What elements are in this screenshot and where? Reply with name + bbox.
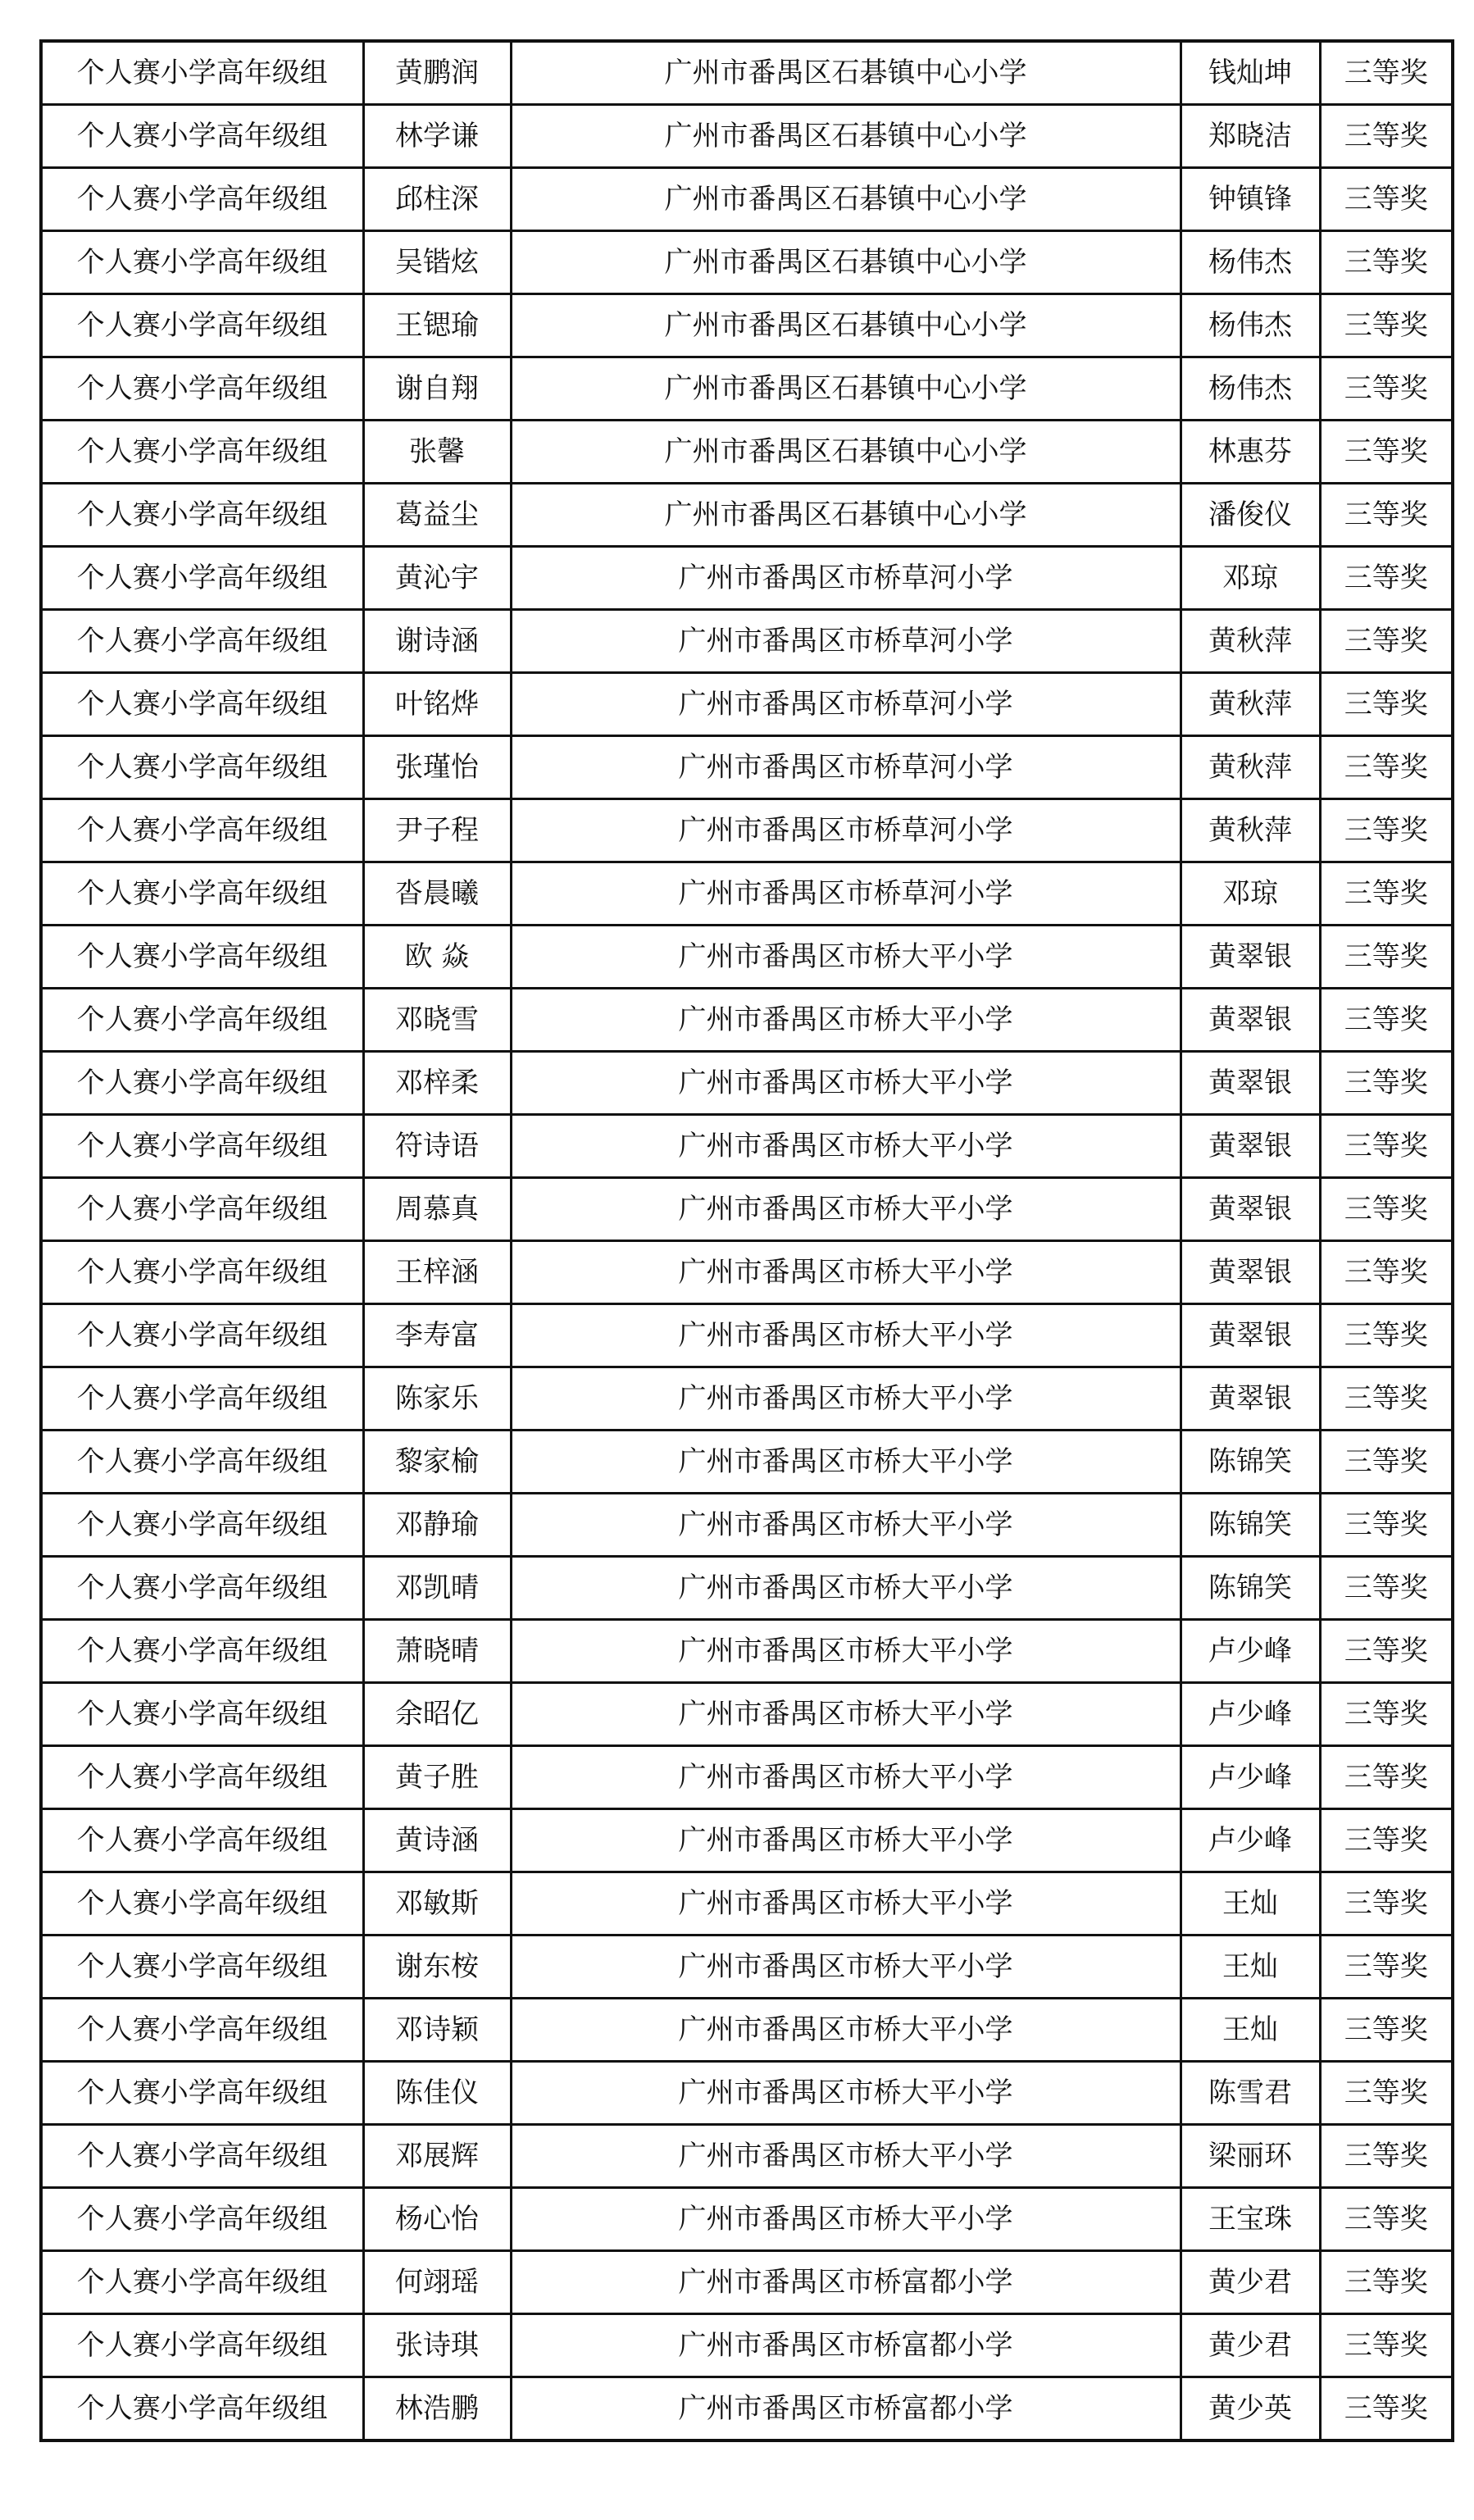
award-cell: 三等奖: [1320, 1620, 1453, 1683]
school-cell: 广州市番禺区市桥大平小学: [511, 1872, 1181, 1935]
student-name-cell: 杨心怡: [363, 2188, 511, 2251]
award-cell: 三等奖: [1320, 2377, 1453, 2441]
table-row: [41, 357, 1453, 421]
group-cell: 个人赛小学高年级组: [41, 1178, 363, 1241]
award-cell: 三等奖: [1320, 799, 1453, 862]
group-cell: 个人赛小学高年级组: [41, 862, 363, 926]
teacher-cell: 卢少峰: [1181, 1809, 1320, 1872]
student-name-cell: 尹子程: [363, 799, 511, 862]
teacher-cell: 钱灿坤: [1181, 41, 1320, 105]
award-cell: 三等奖: [1320, 2314, 1453, 2377]
student-name-cell: 邓敏斯: [363, 1872, 511, 1935]
student-name-cell: 符诗语: [363, 1115, 511, 1178]
group-cell: 个人赛小学高年级组: [41, 421, 363, 484]
award-table: [39, 39, 1454, 2442]
award-cell: 三等奖: [1320, 989, 1453, 1052]
table-row: [41, 2251, 1453, 2314]
teacher-cell: 陈锦笑: [1181, 1557, 1320, 1620]
school-cell: 广州市番禺区市桥大平小学: [511, 1304, 1181, 1367]
award-cell: 三等奖: [1320, 357, 1453, 421]
student-name-cell: 张馨: [363, 421, 511, 484]
award-cell: 三等奖: [1320, 1052, 1453, 1115]
teacher-cell: 黄翠银: [1181, 1367, 1320, 1431]
teacher-cell: 杨伟杰: [1181, 294, 1320, 357]
award-cell: 三等奖: [1320, 1557, 1453, 1620]
teacher-cell: 黄翠银: [1181, 1241, 1320, 1304]
group-cell: 个人赛小学高年级组: [41, 1557, 363, 1620]
teacher-cell: 梁丽环: [1181, 2125, 1320, 2188]
table-row: [41, 1809, 1453, 1872]
teacher-cell: 黄秋萍: [1181, 736, 1320, 799]
school-cell: 广州市番禺区市桥大平小学: [511, 1494, 1181, 1557]
teacher-cell: 卢少峰: [1181, 1746, 1320, 1809]
table-row: [41, 231, 1453, 294]
award-cell: 三等奖: [1320, 2125, 1453, 2188]
teacher-cell: 卢少峰: [1181, 1620, 1320, 1683]
award-cell: 三等奖: [1320, 41, 1453, 105]
school-cell: 广州市番禺区市桥富都小学: [511, 2251, 1181, 2314]
school-cell: 广州市番禺区市桥大平小学: [511, 1178, 1181, 1241]
teacher-cell: 黄翠银: [1181, 1304, 1320, 1367]
school-cell: 广州市番禺区市桥大平小学: [511, 1620, 1181, 1683]
award-cell: 三等奖: [1320, 610, 1453, 673]
teacher-cell: 王灿: [1181, 1999, 1320, 2062]
school-cell: 广州市番禺区市桥大平小学: [511, 1241, 1181, 1304]
group-cell: 个人赛小学高年级组: [41, 610, 363, 673]
table-row: [41, 1367, 1453, 1431]
table-row: [41, 1431, 1453, 1494]
teacher-cell: 钟镇锋: [1181, 168, 1320, 231]
table-row: [41, 1620, 1453, 1683]
table-row: [41, 1052, 1453, 1115]
student-name-cell: 沓晨曦: [363, 862, 511, 926]
award-cell: 三等奖: [1320, 2188, 1453, 2251]
school-cell: 广州市番禺区市桥大平小学: [511, 2062, 1181, 2125]
school-cell: 广州市番禺区市桥大平小学: [511, 1809, 1181, 1872]
table-row: [41, 862, 1453, 926]
group-cell: 个人赛小学高年级组: [41, 294, 363, 357]
teacher-cell: 黄秋萍: [1181, 610, 1320, 673]
school-cell: 广州市番禺区市桥大平小学: [511, 1999, 1181, 2062]
award-cell: 三等奖: [1320, 168, 1453, 231]
teacher-cell: 黄少英: [1181, 2377, 1320, 2441]
school-cell: 广州市番禺区石碁镇中心小学: [511, 41, 1181, 105]
group-cell: 个人赛小学高年级组: [41, 1872, 363, 1935]
award-cell: 三等奖: [1320, 421, 1453, 484]
student-name-cell: 王梓涵: [363, 1241, 511, 1304]
award-cell: 三等奖: [1320, 1999, 1453, 2062]
table-row: [41, 294, 1453, 357]
school-cell: 广州市番禺区市桥草河小学: [511, 736, 1181, 799]
school-cell: 广州市番禺区市桥大平小学: [511, 1052, 1181, 1115]
group-cell: 个人赛小学高年级组: [41, 1494, 363, 1557]
table-row: [41, 673, 1453, 736]
school-cell: 广州市番禺区石碁镇中心小学: [511, 168, 1181, 231]
table-row: [41, 1746, 1453, 1809]
group-cell: 个人赛小学高年级组: [41, 1746, 363, 1809]
table-row: [41, 610, 1453, 673]
table-row: [41, 2125, 1453, 2188]
table-row: [41, 1494, 1453, 1557]
group-cell: 个人赛小学高年级组: [41, 736, 363, 799]
table-row: [41, 2188, 1453, 2251]
group-cell: 个人赛小学高年级组: [41, 1999, 363, 2062]
award-cell: 三等奖: [1320, 673, 1453, 736]
student-name-cell: 黎家榆: [363, 1431, 511, 1494]
group-cell: 个人赛小学高年级组: [41, 2062, 363, 2125]
group-cell: 个人赛小学高年级组: [41, 1620, 363, 1683]
table-row: [41, 1935, 1453, 1999]
teacher-cell: 黄翠银: [1181, 926, 1320, 989]
teacher-cell: 林惠芬: [1181, 421, 1320, 484]
student-name-cell: 谢诗涵: [363, 610, 511, 673]
school-cell: 广州市番禺区市桥大平小学: [511, 1367, 1181, 1431]
student-name-cell: 邓诗颖: [363, 1999, 511, 2062]
school-cell: 广州市番禺区市桥草河小学: [511, 862, 1181, 926]
group-cell: 个人赛小学高年级组: [41, 1115, 363, 1178]
award-cell: 三等奖: [1320, 294, 1453, 357]
table-row: [41, 484, 1453, 547]
group-cell: 个人赛小学高年级组: [41, 168, 363, 231]
student-name-cell: 陈佳仪: [363, 2062, 511, 2125]
group-cell: 个人赛小学高年级组: [41, 1431, 363, 1494]
group-cell: 个人赛小学高年级组: [41, 484, 363, 547]
award-cell: 三等奖: [1320, 1746, 1453, 1809]
student-name-cell: 叶铭烨: [363, 673, 511, 736]
teacher-cell: 陈锦笑: [1181, 1494, 1320, 1557]
table-row: [41, 1683, 1453, 1746]
teacher-cell: 邓琼: [1181, 862, 1320, 926]
award-cell: 三等奖: [1320, 926, 1453, 989]
student-name-cell: 林浩鹏: [363, 2377, 511, 2441]
school-cell: 广州市番禺区市桥大平小学: [511, 1431, 1181, 1494]
student-name-cell: 邓凯晴: [363, 1557, 511, 1620]
teacher-cell: 王灿: [1181, 1935, 1320, 1999]
group-cell: 个人赛小学高年级组: [41, 2377, 363, 2441]
student-name-cell: 黄子胜: [363, 1746, 511, 1809]
table-row: [41, 1557, 1453, 1620]
student-name-cell: 何翊瑶: [363, 2251, 511, 2314]
student-name-cell: 萧晓晴: [363, 1620, 511, 1683]
school-cell: 广州市番禺区石碁镇中心小学: [511, 105, 1181, 168]
teacher-cell: 杨伟杰: [1181, 231, 1320, 294]
school-cell: 广州市番禺区市桥大平小学: [511, 1683, 1181, 1746]
school-cell: 广州市番禺区市桥大平小学: [511, 1935, 1181, 1999]
award-cell: 三等奖: [1320, 862, 1453, 926]
table-row: [41, 105, 1453, 168]
award-cell: 三等奖: [1320, 1241, 1453, 1304]
teacher-cell: 王宝珠: [1181, 2188, 1320, 2251]
table-row: [41, 421, 1453, 484]
group-cell: 个人赛小学高年级组: [41, 41, 363, 105]
teacher-cell: 潘俊仪: [1181, 484, 1320, 547]
award-cell: 三等奖: [1320, 1367, 1453, 1431]
school-cell: 广州市番禺区市桥大平小学: [511, 1115, 1181, 1178]
award-cell: 三等奖: [1320, 1683, 1453, 1746]
table-row: [41, 1872, 1453, 1935]
group-cell: 个人赛小学高年级组: [41, 547, 363, 610]
group-cell: 个人赛小学高年级组: [41, 231, 363, 294]
group-cell: 个人赛小学高年级组: [41, 1367, 363, 1431]
table-row: [41, 1241, 1453, 1304]
student-name-cell: 林学谦: [363, 105, 511, 168]
group-cell: 个人赛小学高年级组: [41, 2188, 363, 2251]
school-cell: 广州市番禺区市桥大平小学: [511, 1557, 1181, 1620]
table-row: [41, 1115, 1453, 1178]
group-cell: 个人赛小学高年级组: [41, 1304, 363, 1367]
school-cell: 广州市番禺区市桥草河小学: [511, 673, 1181, 736]
student-name-cell: 余昭亿: [363, 1683, 511, 1746]
student-name-cell: 邓晓雪: [363, 989, 511, 1052]
table-row: [41, 1178, 1453, 1241]
table-row: [41, 1304, 1453, 1367]
award-cell: 三等奖: [1320, 2062, 1453, 2125]
teacher-cell: 杨伟杰: [1181, 357, 1320, 421]
group-cell: 个人赛小学高年级组: [41, 1935, 363, 1999]
group-cell: 个人赛小学高年级组: [41, 1683, 363, 1746]
student-name-cell: 陈家乐: [363, 1367, 511, 1431]
teacher-cell: 卢少峰: [1181, 1683, 1320, 1746]
teacher-cell: 陈锦笑: [1181, 1431, 1320, 1494]
group-cell: 个人赛小学高年级组: [41, 926, 363, 989]
award-cell: 三等奖: [1320, 1431, 1453, 1494]
teacher-cell: 黄秋萍: [1181, 673, 1320, 736]
student-name-cell: 张瑾怡: [363, 736, 511, 799]
award-cell: 三等奖: [1320, 547, 1453, 610]
student-name-cell: 邱柱深: [363, 168, 511, 231]
student-name-cell: 葛益尘: [363, 484, 511, 547]
table-row: [41, 2314, 1453, 2377]
student-name-cell: 黄诗涵: [363, 1809, 511, 1872]
award-cell: 三等奖: [1320, 484, 1453, 547]
award-rows: [41, 41, 1453, 2440]
school-cell: 广州市番禺区石碁镇中心小学: [511, 357, 1181, 421]
table-row: [41, 736, 1453, 799]
teacher-cell: 郑晓洁: [1181, 105, 1320, 168]
group-cell: 个人赛小学高年级组: [41, 1809, 363, 1872]
student-name-cell: 邓梓柔: [363, 1052, 511, 1115]
school-cell: 广州市番禺区石碁镇中心小学: [511, 484, 1181, 547]
group-cell: 个人赛小学高年级组: [41, 1052, 363, 1115]
award-cell: 三等奖: [1320, 1304, 1453, 1367]
school-cell: 广州市番禺区市桥富都小学: [511, 2377, 1181, 2441]
student-name-cell: 李寿富: [363, 1304, 511, 1367]
group-cell: 个人赛小学高年级组: [41, 2125, 363, 2188]
table-row: [41, 41, 1453, 105]
award-cell: 三等奖: [1320, 736, 1453, 799]
teacher-cell: 王灿: [1181, 1872, 1320, 1935]
student-name-cell: 张诗琪: [363, 2314, 511, 2377]
group-cell: 个人赛小学高年级组: [41, 799, 363, 862]
student-name-cell: 吴锴炫: [363, 231, 511, 294]
award-cell: 三等奖: [1320, 1494, 1453, 1557]
student-name-cell: 王锶瑜: [363, 294, 511, 357]
school-cell: 广州市番禺区市桥草河小学: [511, 799, 1181, 862]
student-name-cell: 欧 焱: [363, 926, 511, 989]
award-cell: 三等奖: [1320, 105, 1453, 168]
school-cell: 广州市番禺区石碁镇中心小学: [511, 421, 1181, 484]
school-cell: 广州市番禺区市桥大平小学: [511, 1746, 1181, 1809]
award-cell: 三等奖: [1320, 2251, 1453, 2314]
school-cell: 广州市番禺区石碁镇中心小学: [511, 231, 1181, 294]
award-cell: 三等奖: [1320, 1178, 1453, 1241]
table-row: [41, 168, 1453, 231]
teacher-cell: 黄少君: [1181, 2314, 1320, 2377]
teacher-cell: 黄翠银: [1181, 989, 1320, 1052]
student-name-cell: 邓展辉: [363, 2125, 511, 2188]
table-row: [41, 2062, 1453, 2125]
student-name-cell: 谢东桉: [363, 1935, 511, 1999]
group-cell: 个人赛小学高年级组: [41, 357, 363, 421]
award-cell: 三等奖: [1320, 1872, 1453, 1935]
teacher-cell: 黄少君: [1181, 2251, 1320, 2314]
table-row: [41, 2377, 1453, 2441]
table-row: [41, 547, 1453, 610]
table-row: [41, 799, 1453, 862]
school-cell: 广州市番禺区市桥富都小学: [511, 2314, 1181, 2377]
award-cell: 三等奖: [1320, 1115, 1453, 1178]
student-name-cell: 黄沁宇: [363, 547, 511, 610]
award-cell: 三等奖: [1320, 231, 1453, 294]
group-cell: 个人赛小学高年级组: [41, 2251, 363, 2314]
table-row: [41, 926, 1453, 989]
group-cell: 个人赛小学高年级组: [41, 673, 363, 736]
student-name-cell: 谢自翔: [363, 357, 511, 421]
student-name-cell: 黄鹏润: [363, 41, 511, 105]
school-cell: 广州市番禺区市桥大平小学: [511, 926, 1181, 989]
student-name-cell: 周慕真: [363, 1178, 511, 1241]
award-cell: 三等奖: [1320, 1935, 1453, 1999]
school-cell: 广州市番禺区市桥草河小学: [511, 610, 1181, 673]
group-cell: 个人赛小学高年级组: [41, 989, 363, 1052]
teacher-cell: 黄翠银: [1181, 1178, 1320, 1241]
award-cell: 三等奖: [1320, 1809, 1453, 1872]
school-cell: 广州市番禺区市桥大平小学: [511, 2188, 1181, 2251]
teacher-cell: 邓琼: [1181, 547, 1320, 610]
student-name-cell: 邓静瑜: [363, 1494, 511, 1557]
teacher-cell: 陈雪君: [1181, 2062, 1320, 2125]
teacher-cell: 黄翠银: [1181, 1115, 1320, 1178]
school-cell: 广州市番禺区市桥草河小学: [511, 547, 1181, 610]
table-row: [41, 1999, 1453, 2062]
table-row: [41, 989, 1453, 1052]
group-cell: 个人赛小学高年级组: [41, 1241, 363, 1304]
school-cell: 广州市番禺区市桥大平小学: [511, 989, 1181, 1052]
group-cell: 个人赛小学高年级组: [41, 105, 363, 168]
group-cell: 个人赛小学高年级组: [41, 2314, 363, 2377]
school-cell: 广州市番禺区石碁镇中心小学: [511, 294, 1181, 357]
school-cell: 广州市番禺区市桥大平小学: [511, 2125, 1181, 2188]
teacher-cell: 黄秋萍: [1181, 799, 1320, 862]
teacher-cell: 黄翠银: [1181, 1052, 1320, 1115]
